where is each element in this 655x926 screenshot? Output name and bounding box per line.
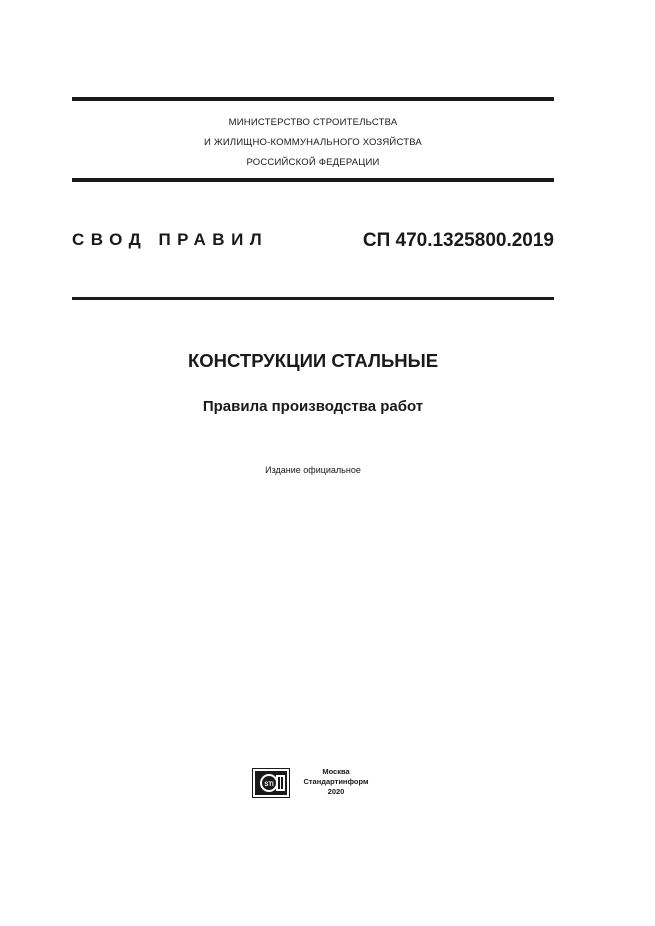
- code-number: СП 470.1325800.2019: [362, 230, 554, 251]
- bottom-rule: [72, 297, 554, 300]
- document-subtitle: Правила производства работ: [202, 398, 424, 415]
- document-title: КОНСТРУКЦИИ СТАЛЬНЫЕ: [187, 350, 439, 371]
- publisher-block: [296, 767, 376, 797]
- ministry-line-3: РОССИЙСКОЙ ФЕДЕРАЦИИ: [246, 157, 380, 168]
- standartinform-logo-icon: [252, 768, 290, 798]
- code-type-label: СВОД ПРАВИЛ: [72, 230, 269, 249]
- publisher-name: Стандартинформ: [303, 777, 369, 786]
- ministry-line-1: МИНИСТЕРСТВО СТРОИТЕЛЬСТВА: [228, 117, 398, 128]
- ministry-header: [72, 113, 554, 173]
- ministry-line-2: И ЖИЛИЩНО-КОММУНАЛЬНОГО ХОЗЯЙСТВА: [204, 137, 422, 148]
- edition-note: Издание официальное: [265, 465, 361, 475]
- top-rule: [72, 97, 554, 101]
- logo-text: STI: [264, 782, 274, 788]
- middle-rule: [72, 178, 554, 182]
- publisher-city: Москва: [322, 767, 350, 776]
- publisher-year: 2020: [327, 787, 345, 796]
